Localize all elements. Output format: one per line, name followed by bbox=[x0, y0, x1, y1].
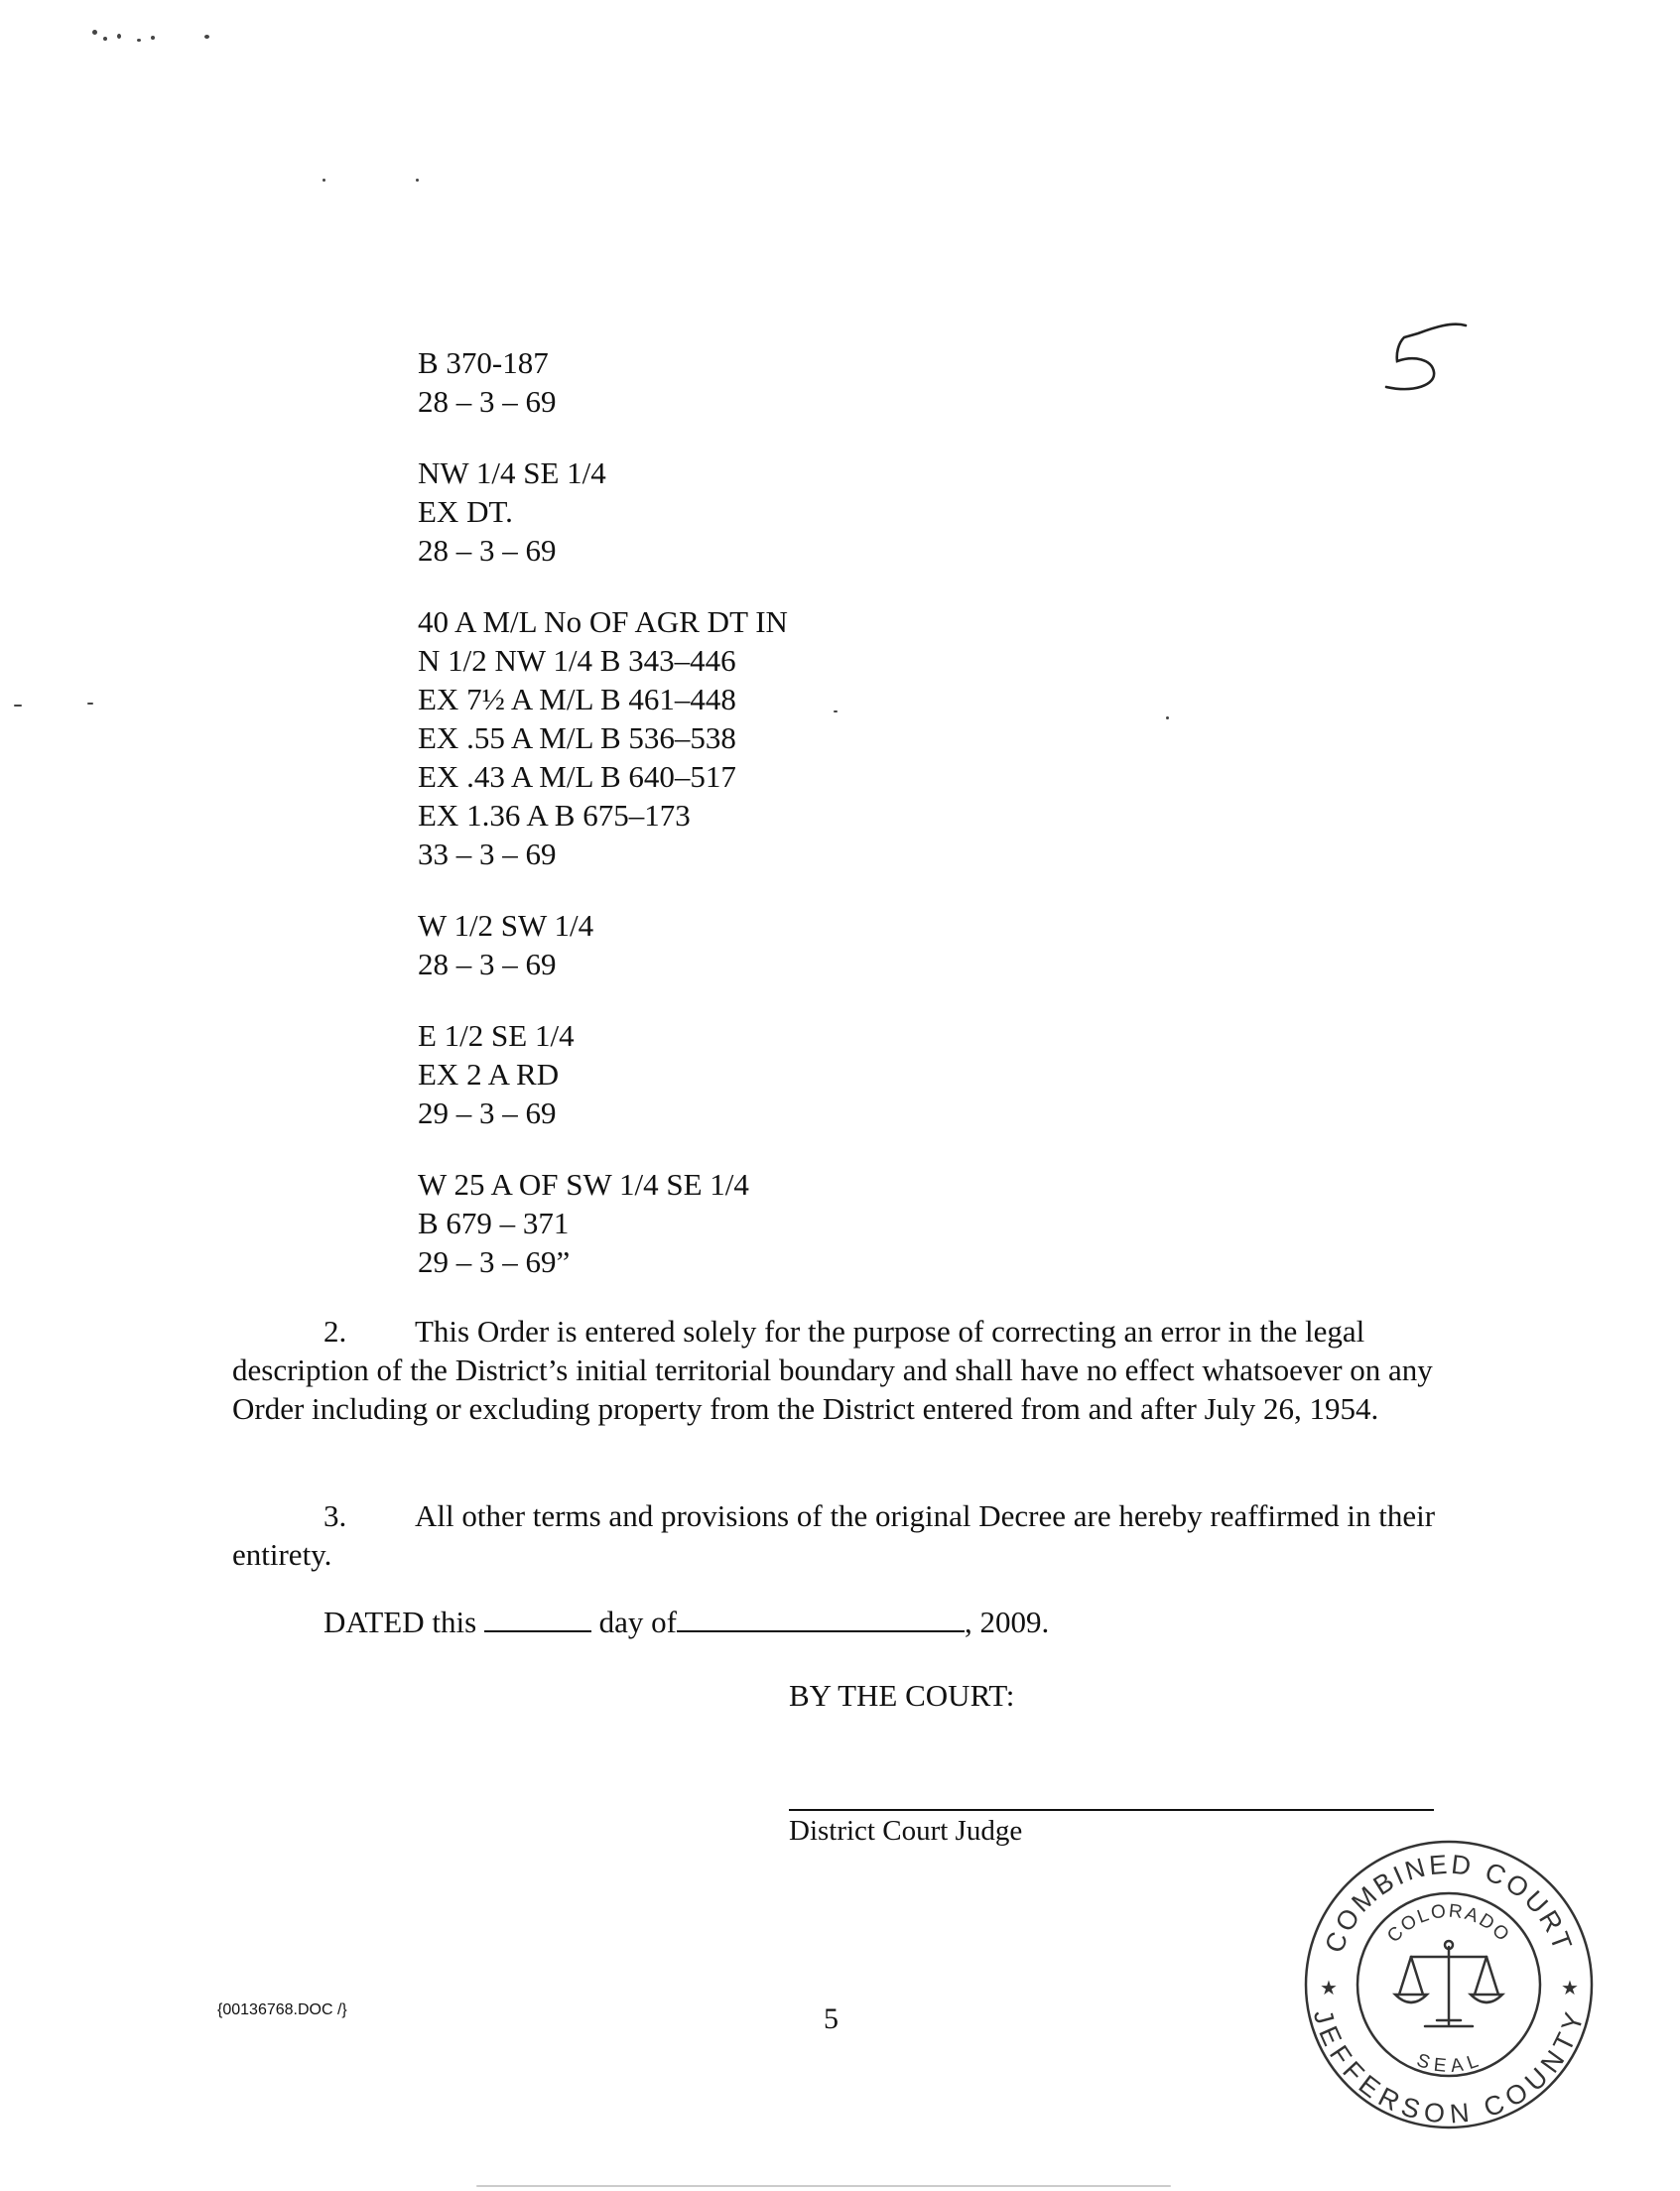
scan-speck bbox=[92, 30, 97, 35]
description-line: 40 A M/L No OF AGR DT IN bbox=[418, 604, 788, 639]
description-line: 28 – 3 – 69 bbox=[418, 384, 557, 419]
description-line: W 25 A OF SW 1/4 SE 1/4 bbox=[418, 1167, 749, 1202]
description-entry bbox=[418, 1016, 788, 1132]
document-id: {00136768.DOC /} bbox=[217, 2001, 347, 2018]
scan-speck bbox=[117, 34, 121, 39]
by-the-court-label: BY THE COURT: bbox=[789, 1678, 1015, 1713]
description-line: EX 7½ A M/L B 461–448 bbox=[418, 682, 736, 716]
description-line: W 1/2 SW 1/4 bbox=[418, 908, 594, 943]
description-entry bbox=[418, 602, 788, 873]
dated-line bbox=[323, 1605, 1049, 1640]
paragraph-text: All other terms and provisions of the original Decree are hereby reaffirmed in their entirety. bbox=[232, 1498, 1436, 1572]
dated-suffix: , 2009. bbox=[964, 1605, 1050, 1639]
description-line: 29 – 3 – 69 bbox=[418, 1096, 557, 1130]
description-entry bbox=[418, 1165, 788, 1281]
description-line: 28 – 3 – 69 bbox=[418, 947, 557, 981]
scan-speck bbox=[14, 705, 22, 707]
legal-description-list bbox=[418, 343, 788, 1281]
description-line: EX DT. bbox=[418, 494, 513, 529]
description-entry bbox=[418, 906, 788, 983]
description-line: EX 2 A RD bbox=[418, 1057, 560, 1092]
scan-speck bbox=[476, 2185, 1171, 2187]
dated-middle: day of bbox=[598, 1605, 677, 1639]
page-number: 5 bbox=[824, 2002, 839, 2035]
paragraph-number: 3. bbox=[323, 1498, 347, 1533]
description-line: B 679 – 371 bbox=[418, 1206, 570, 1240]
signature-line bbox=[789, 1809, 1434, 1811]
paragraph-2 bbox=[232, 1312, 1443, 1428]
svg-text:JEFFERSON COUNTY: JEFFERSON COUNTY bbox=[1307, 2006, 1591, 2129]
description-entry bbox=[418, 453, 788, 570]
court-seal-stamp bbox=[1300, 1836, 1598, 2133]
description-entry bbox=[418, 343, 788, 421]
svg-text:COMBINED COURT: COMBINED COURT bbox=[1319, 1849, 1579, 1957]
dated-prefix: DATED this bbox=[323, 1605, 477, 1639]
svg-text:SEAL: SEAL bbox=[1413, 2049, 1485, 2078]
paragraph-text: This Order is entered solely for the purpose of correcting an error in the legal description of the District’s initial territorial boundary and shall have no effect whatsoever on any Order including or excluding property from the District entered from and after July 26, 1954. bbox=[232, 1314, 1433, 1426]
scan-speck bbox=[151, 36, 155, 40]
scan-speck bbox=[834, 710, 838, 712]
description-line: E 1/2 SE 1/4 bbox=[418, 1018, 575, 1053]
svg-text:★: ★ bbox=[1561, 1976, 1579, 1999]
scan-speck bbox=[137, 39, 141, 42]
paragraph-3 bbox=[232, 1496, 1443, 1574]
description-line: EX 1.36 A B 675–173 bbox=[418, 798, 691, 833]
scan-speck bbox=[87, 703, 93, 705]
scan-speck bbox=[1166, 716, 1169, 719]
description-line: 28 – 3 – 69 bbox=[418, 533, 557, 568]
paragraph-number: 2. bbox=[323, 1314, 347, 1349]
description-line: EX .55 A M/L B 536–538 bbox=[418, 720, 736, 755]
description-line: EX .43 A M/L B 640–517 bbox=[418, 759, 736, 794]
scan-speck bbox=[323, 179, 325, 182]
judge-title: District Court Judge bbox=[789, 1815, 1023, 1847]
day-blank bbox=[484, 1605, 591, 1632]
handwritten-page-number bbox=[1374, 318, 1469, 397]
scan-speck bbox=[204, 35, 209, 39]
svg-text:COLORADO: COLORADO bbox=[1383, 1900, 1514, 1947]
description-line: NW 1/4 SE 1/4 bbox=[418, 455, 606, 490]
svg-text:★: ★ bbox=[1320, 1976, 1338, 1999]
description-line: 29 – 3 – 69” bbox=[418, 1244, 571, 1279]
scan-speck bbox=[103, 37, 107, 41]
scan-speck bbox=[416, 179, 419, 182]
description-line: 33 – 3 – 69 bbox=[418, 837, 557, 871]
description-line: N 1/2 NW 1/4 B 343–446 bbox=[418, 643, 736, 678]
description-line: B 370-187 bbox=[418, 345, 549, 380]
month-blank bbox=[677, 1605, 965, 1632]
